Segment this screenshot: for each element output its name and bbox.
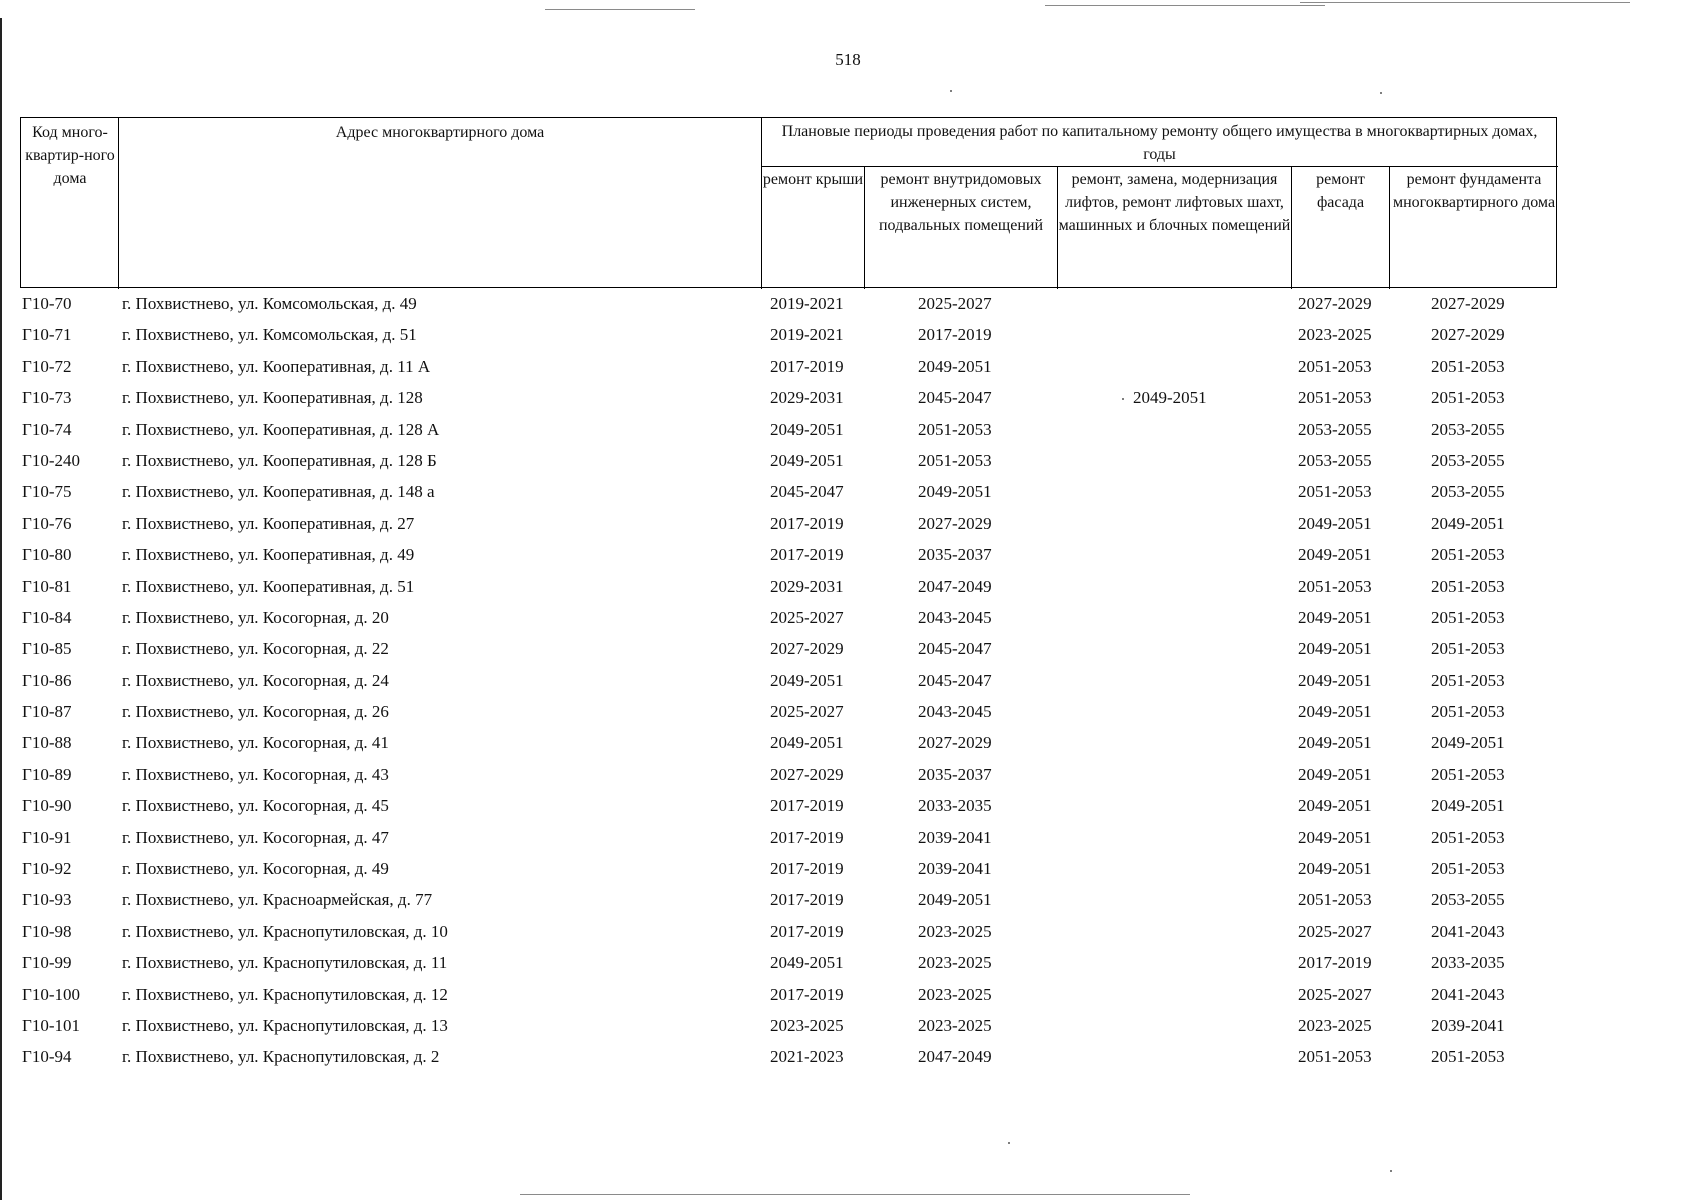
cell-facade: 2049-2051 — [1298, 764, 1372, 784]
table-row — [20, 571, 1557, 602]
cell-facade: 2049-2051 — [1298, 702, 1372, 722]
cell-address: г. Похвистнево, ул. Краснопутиловская, д. 12 — [122, 984, 448, 1004]
cell-roof: 2025-2027 — [770, 607, 844, 627]
cell-engineering: 2049-2051 — [918, 356, 992, 376]
cell-foundation: 2051-2053 — [1431, 639, 1505, 659]
cell-engineering: 2017-2019 — [918, 325, 992, 345]
cell-foundation: 2051-2053 — [1431, 607, 1505, 627]
cell-code: Г10-89 — [22, 764, 72, 784]
cell-address: г. Похвистнево, ул. Краснопутиловская, д. 11 — [122, 953, 448, 973]
cell-engineering: 2045-2047 — [918, 639, 992, 659]
header-lifts: ремонт, замена, модернизация лифтов, ремонт лифтовых шахт, машинных и блочных помещений — [1058, 171, 1291, 234]
cell-address: г. Похвистнево, ул. Кооперативная, д. 128 А — [122, 419, 440, 439]
cell-facade: 2049-2051 — [1298, 607, 1372, 627]
cell-facade: 2053-2055 — [1298, 450, 1372, 470]
scan-artifact-line — [1045, 5, 1325, 6]
cell-foundation: 2049-2051 — [1431, 796, 1505, 816]
cell-foundation: 2033-2035 — [1431, 953, 1505, 973]
cell-engineering: 2023-2025 — [918, 1015, 992, 1035]
cell-code: Г10-71 — [22, 325, 72, 345]
cell-foundation: 2051-2053 — [1431, 356, 1505, 376]
cell-address: г. Похвистнево, ул. Краснопутиловская, д. 10 — [122, 921, 448, 941]
cell-code: Г10-91 — [22, 827, 72, 847]
cell-engineering: 2043-2045 — [918, 607, 992, 627]
cell-code: Г10-81 — [22, 576, 72, 596]
cell-facade: 2023-2025 — [1298, 1015, 1372, 1035]
cell-address: г. Похвистнево, ул. Комсомольская, д. 51 — [122, 325, 417, 345]
table-row — [20, 822, 1557, 853]
cell-facade: 2049-2051 — [1298, 796, 1372, 816]
cell-facade: 2051-2053 — [1298, 388, 1372, 408]
cell-foundation: 2051-2053 — [1431, 576, 1505, 596]
cell-address: г. Похвистнево, ул. Косогорная, д. 45 — [122, 796, 389, 816]
table-row — [20, 1041, 1557, 1072]
cell-roof: 2017-2019 — [770, 545, 844, 565]
cell-code: Г10-70 — [22, 294, 72, 313]
cell-address: г. Похвистнево, ул. Комсомольская, д. 49 — [122, 294, 417, 313]
scan-artifact-line — [1300, 2, 1630, 3]
cell-engineering: 2047-2049 — [918, 576, 992, 596]
cell-foundation: 2051-2053 — [1431, 827, 1505, 847]
cell-engineering: 2023-2025 — [918, 921, 992, 941]
cell-code: Г10-85 — [22, 639, 72, 659]
table-header — [20, 117, 1557, 288]
cell-roof: 2017-2019 — [770, 890, 844, 910]
scan-artifact-line — [520, 1194, 1190, 1195]
table-row — [20, 633, 1557, 664]
table-row — [20, 947, 1557, 978]
table-row — [20, 602, 1557, 633]
cell-foundation: 2053-2055 — [1431, 419, 1505, 439]
cell-roof: 2017-2019 — [770, 859, 844, 879]
header-divider — [864, 166, 865, 289]
table-row — [20, 319, 1557, 350]
cell-facade: 2017-2019 — [1298, 953, 1372, 973]
header-facade: ремонт фасада — [1316, 171, 1365, 211]
table-row — [20, 382, 1557, 413]
cell-engineering: 2027-2029 — [918, 733, 992, 753]
cell-address: г. Похвистнево, ул. Краснопутиловская, д. 13 — [122, 1015, 448, 1035]
header-code: Код много-квартир-ного дома — [25, 124, 115, 187]
cell-engineering: 2033-2035 — [918, 796, 992, 816]
header-divider — [761, 166, 1558, 167]
cell-address: г. Похвистнево, ул. Косогорная, д. 49 — [122, 859, 389, 879]
cell-roof: 2049-2051 — [770, 450, 844, 470]
cell-code: Г10-93 — [22, 890, 72, 910]
cell-engineering: 2027-2029 — [918, 513, 992, 533]
cell-address: г. Похвистнево, ул. Краснопутиловская, д. 2 — [122, 1047, 440, 1067]
cell-foundation: 2039-2041 — [1431, 1015, 1505, 1035]
table-row — [20, 759, 1557, 790]
cell-foundation: 2053-2055 — [1431, 482, 1505, 502]
scan-speck — [1390, 1170, 1392, 1172]
table-row — [20, 696, 1557, 727]
cell-lifts: 2049-2051 — [1133, 388, 1207, 408]
cell-address: г. Похвистнево, ул. Косогорная, д. 24 — [122, 670, 389, 690]
cell-engineering: 2043-2045 — [918, 702, 992, 722]
cell-engineering: 2047-2049 — [918, 1047, 992, 1067]
cell-code: Г10-100 — [22, 984, 80, 1004]
table-body — [20, 288, 1557, 1073]
cell-engineering: 2049-2051 — [918, 482, 992, 502]
header-divider — [761, 118, 762, 289]
cell-address: г. Похвистнево, ул. Кооперативная, д. 27 — [122, 513, 415, 533]
cell-code: Г10-80 — [22, 545, 72, 565]
cell-roof: 2019-2021 — [770, 294, 844, 313]
header-periods: Плановые периоды проведения работ по капитальному ремонту общего имущества в многоквартирных домах, годы — [781, 123, 1538, 163]
table-row — [20, 476, 1557, 507]
cell-facade: 2051-2053 — [1298, 1047, 1372, 1067]
scan-artifact-line — [545, 9, 695, 10]
cell-address: г. Похвистнево, ул. Косогорная, д. 41 — [122, 733, 389, 753]
table-row — [20, 979, 1557, 1010]
cell-foundation: 2051-2053 — [1431, 702, 1505, 722]
cell-code: Г10-94 — [22, 1047, 72, 1067]
table-row — [20, 884, 1557, 915]
cell-code: Г10-98 — [22, 921, 72, 941]
cell-code: Г10-73 — [22, 388, 72, 408]
cell-roof: 2049-2051 — [770, 670, 844, 690]
cell-foundation: 2051-2053 — [1431, 388, 1505, 408]
cell-roof: 2023-2025 — [770, 1015, 844, 1035]
cell-engineering: 2051-2053 — [918, 450, 992, 470]
cell-facade: 2051-2053 — [1298, 356, 1372, 376]
scan-speck — [950, 90, 952, 92]
cell-roof: 2021-2023 — [770, 1047, 844, 1067]
cell-roof: 2017-2019 — [770, 921, 844, 941]
table-row — [20, 790, 1557, 821]
cell-roof: 2029-2031 — [770, 576, 844, 596]
cell-engineering: 2045-2047 — [918, 670, 992, 690]
cell-roof: 2045-2047 — [770, 482, 844, 502]
cell-code: Г10-75 — [22, 482, 72, 502]
cell-foundation: 2051-2053 — [1431, 764, 1505, 784]
cell-facade: 2049-2051 — [1298, 827, 1372, 847]
cell-address: г. Похвистнево, ул. Косогорная, д. 22 — [122, 639, 389, 659]
cell-engineering: 2051-2053 — [918, 419, 992, 439]
scan-speck — [1008, 1142, 1010, 1144]
cell-engineering: 2025-2027 — [918, 294, 992, 313]
cell-facade: 2049-2051 — [1298, 513, 1372, 533]
header-engineering: ремонт внутридомовых инженерных систем, подвальных помещений — [878, 171, 1043, 234]
cell-foundation: 2051-2053 — [1431, 545, 1505, 565]
cell-facade: 2051-2053 — [1298, 482, 1372, 502]
cell-engineering: 2023-2025 — [918, 984, 992, 1004]
cell-facade: 2049-2051 — [1298, 859, 1372, 879]
cell-address: г. Похвистнево, ул. Кооперативная, д. 11 А — [122, 356, 431, 376]
cell-code: Г10-92 — [22, 859, 72, 879]
cell-facade: 2049-2051 — [1298, 639, 1372, 659]
cell-foundation: 2053-2055 — [1431, 450, 1505, 470]
table-row — [20, 414, 1557, 445]
cell-address: г. Похвистнево, ул. Косогорная, д. 26 — [122, 702, 389, 722]
cell-foundation: 2053-2055 — [1431, 890, 1505, 910]
cell-code: Г10-76 — [22, 513, 72, 533]
table-row — [20, 539, 1557, 570]
cell-roof: 2017-2019 — [770, 796, 844, 816]
cell-address: г. Похвистнево, ул. Кооперативная, д. 128 Б — [122, 450, 437, 470]
scan-speck — [1380, 92, 1382, 94]
table-row — [20, 665, 1557, 696]
cell-roof: 2017-2019 — [770, 356, 844, 376]
cell-roof: 2049-2051 — [770, 733, 844, 753]
cell-facade: 2051-2053 — [1298, 576, 1372, 596]
cell-facade: 2025-2027 — [1298, 984, 1372, 1004]
cell-roof: 2027-2029 — [770, 764, 844, 784]
cell-address: г. Похвистнево, ул. Косогорная, д. 20 — [122, 607, 389, 627]
cell-roof: 2017-2019 — [770, 984, 844, 1004]
header-roof: ремонт крыши — [762, 171, 864, 188]
cell-facade: 2025-2027 — [1298, 921, 1372, 941]
cell-roof: 2017-2019 — [770, 827, 844, 847]
cell-address: г. Похвистнево, ул. Кооперативная, д. 51 — [122, 576, 415, 596]
cell-address: г. Похвистнево, ул. Кооперативная, д. 148 а — [122, 482, 435, 502]
cell-foundation: 2051-2053 — [1431, 670, 1505, 690]
scan-left-border — [0, 18, 2, 1200]
cell-facade: 2049-2051 — [1298, 670, 1372, 690]
cell-address: г. Похвистнево, ул. Косогорная, д. 47 — [122, 827, 389, 847]
table-row — [20, 727, 1557, 758]
cell-engineering: 2023-2025 — [918, 953, 992, 973]
header-address: Адрес многоквартирного дома — [335, 124, 545, 141]
table-row — [20, 351, 1557, 382]
cell-code: Г10-86 — [22, 670, 72, 690]
cell-code: Г10-88 — [22, 733, 72, 753]
cell-engineering: 2039-2041 — [918, 827, 992, 847]
cell-engineering: 2045-2047 — [918, 388, 992, 408]
cell-roof: 2029-2031 — [770, 388, 844, 408]
cell-facade: 2053-2055 — [1298, 419, 1372, 439]
cell-foundation: 2051-2053 — [1431, 859, 1505, 879]
cell-foundation: 2049-2051 — [1431, 733, 1505, 753]
cell-address: г. Похвистнево, ул. Красноармейская, д. 77 — [122, 890, 433, 910]
cell-facade: 2049-2051 — [1298, 733, 1372, 753]
cell-address: г. Похвистнево, ул. Кооперативная, д. 128 — [122, 388, 423, 408]
cell-facade: 2051-2053 — [1298, 890, 1372, 910]
cell-code: Г10-74 — [22, 419, 72, 439]
cell-roof: 2027-2029 — [770, 639, 844, 659]
cell-engineering: 2049-2051 — [918, 890, 992, 910]
cell-code: Г10-240 — [22, 450, 80, 470]
cell-address: г. Похвистнево, ул. Косогорная, д. 43 — [122, 764, 389, 784]
cell-foundation: 2041-2043 — [1431, 921, 1505, 941]
cell-roof: 2025-2027 — [770, 702, 844, 722]
cell-address: г. Похвистнево, ул. Кооперативная, д. 49 — [122, 545, 415, 565]
table-row — [20, 445, 1557, 476]
cell-facade: 2049-2051 — [1298, 545, 1372, 565]
cell-foundation: 2041-2043 — [1431, 984, 1505, 1004]
page-number: 518 — [835, 50, 861, 69]
cell-code: Г10-101 — [22, 1015, 80, 1035]
table-row — [20, 288, 1557, 319]
cell-engineering: 2039-2041 — [918, 859, 992, 879]
header-foundation: ремонт фундамента многоквартирного дома — [1392, 171, 1556, 211]
cell-foundation: 2027-2029 — [1431, 325, 1505, 345]
table-row — [20, 1010, 1557, 1041]
cell-facade: 2027-2029 — [1298, 294, 1372, 313]
cell-code: Г10-87 — [22, 702, 72, 722]
cell-foundation: 2049-2051 — [1431, 513, 1505, 533]
cell-foundation: 2051-2053 — [1431, 1047, 1505, 1067]
cell-code: Г10-84 — [22, 607, 72, 627]
cell-engineering: 2035-2037 — [918, 545, 992, 565]
cell-roof: 2049-2051 — [770, 953, 844, 973]
table-row — [20, 916, 1557, 947]
cell-foundation: 2027-2029 — [1431, 294, 1505, 313]
table-row — [20, 508, 1557, 539]
cell-code: Г10-90 — [22, 796, 72, 816]
cell-engineering: 2035-2037 — [918, 764, 992, 784]
cell-roof: 2017-2019 — [770, 513, 844, 533]
cell-roof: 2019-2021 — [770, 325, 844, 345]
cell-facade: 2023-2025 — [1298, 325, 1372, 345]
cell-roof: 2049-2051 — [770, 419, 844, 439]
table-row — [20, 853, 1557, 884]
cell-code: Г10-72 — [22, 356, 72, 376]
cell-code: Г10-99 — [22, 953, 72, 973]
